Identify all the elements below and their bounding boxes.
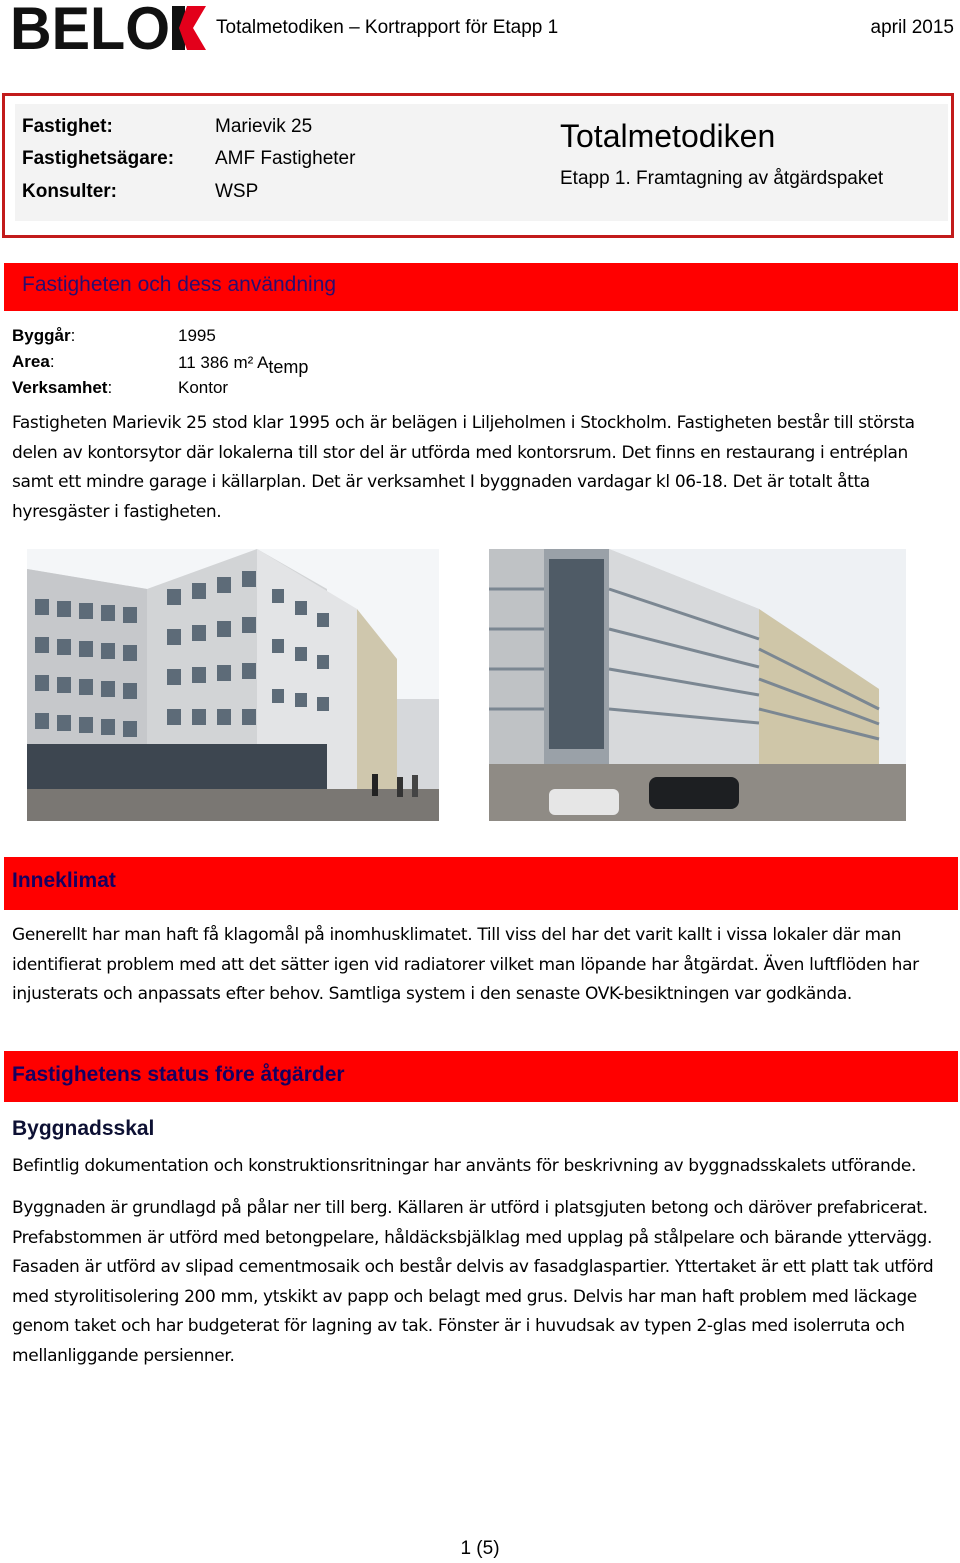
info-label-consultant: Konsulter: bbox=[22, 181, 117, 202]
info-value-property: Marievik 25 bbox=[215, 116, 313, 137]
section-bar-property-usage bbox=[4, 263, 958, 311]
fact-label-area: Area: bbox=[12, 352, 55, 371]
building-photo-right bbox=[489, 549, 906, 821]
document-date: april 2015 bbox=[870, 17, 954, 38]
building-shell-intro: Befintlig dokumentation och konstruktionsritningar har använts för beskrivning av byggnadsskalets utförande. bbox=[12, 1156, 917, 1176]
section-heading: Inneklimat bbox=[12, 869, 116, 892]
fact-label-activity: Verksamhet: bbox=[12, 378, 113, 397]
section-bar-status bbox=[4, 1051, 958, 1102]
property-description: Fastigheten Marievik 25 stod klar 1995 och är belägen i Liljeholmen i Stockholm. Fastigheten består till största delen av kontorsytor där lokalerna till stor del är utförda med kontorsrum. Det finns en restaurang i entréplan samt ett mindre garage i källarplan. Det är verksamhet I byggnaden vardagar kl 06-18. Det är totalt åtta hyresgäster i fastigheten. bbox=[12, 413, 915, 522]
belok-logo bbox=[10, 2, 206, 54]
subsection-heading-building-shell: Byggnadsskal bbox=[12, 1117, 155, 1140]
svg-text:BELO: BELO bbox=[10, 2, 170, 54]
document-title: Totalmetodiken – Kortrapport för Etapp 1 bbox=[216, 17, 559, 38]
section-heading: Fastighetens status före åtgärder bbox=[12, 1063, 345, 1086]
fact-value-year: 1995 bbox=[178, 326, 216, 345]
method-subtitle: Etapp 1. Framtagning av åtgärdspaket bbox=[560, 168, 884, 189]
info-label-property: Fastighet: bbox=[22, 116, 113, 137]
indoor-climate-text: Generellt har man haft få klagomål på inomhusklimatet. Till viss del har det varit kallt i vissa lokaler där man identifierat problem med att det sätter igen vid radiatorer vilket man löpande har åtgärdat. Även luftflöden har injusterats och anpassats efter behov. Samtliga system i den senaste OVK-besiktningen var godkända. bbox=[12, 925, 919, 1004]
section-heading: Fastigheten och dess användning bbox=[22, 273, 337, 296]
section-bar-indoor-climate bbox=[4, 857, 958, 910]
info-value-consultant: WSP bbox=[215, 181, 259, 202]
fact-value-activity: Kontor bbox=[178, 378, 229, 397]
fact-label-year: Byggår: bbox=[12, 326, 76, 345]
method-title: Totalmetodiken bbox=[560, 118, 776, 154]
info-value-owner: AMF Fastigheter bbox=[215, 148, 356, 169]
fact-value-area: 11 386 m² Atemp bbox=[178, 353, 309, 377]
building-shell-description: Byggnaden är grundlagd på pålar ner till berg. Källaren är utförd i platsgjuten betong och däröver prefabricerat. Prefabstommen är utförd med betongpelare, håldäcksbjälklag med upplag på stålpelare och bärande yttervägg. Fasaden är utförd av slipad cementmosaik och består delvis av fasadglaspartier. Yttertaket är ett platt tak utförd med styrolitisolering 200 mm, ytskikt av papp och belagt med grus. Delvis har man haft problem med läckage genom taket och har budgeterat för lagning av tak. Fönster är i huvudsak av typen 2-glas med isolerruta och mellanliggande persienner. bbox=[12, 1198, 934, 1366]
page-number: 1 (5) bbox=[460, 1538, 500, 1559]
building-photo-left bbox=[27, 549, 439, 821]
info-label-owner: Fastighetsägare: bbox=[22, 148, 175, 169]
